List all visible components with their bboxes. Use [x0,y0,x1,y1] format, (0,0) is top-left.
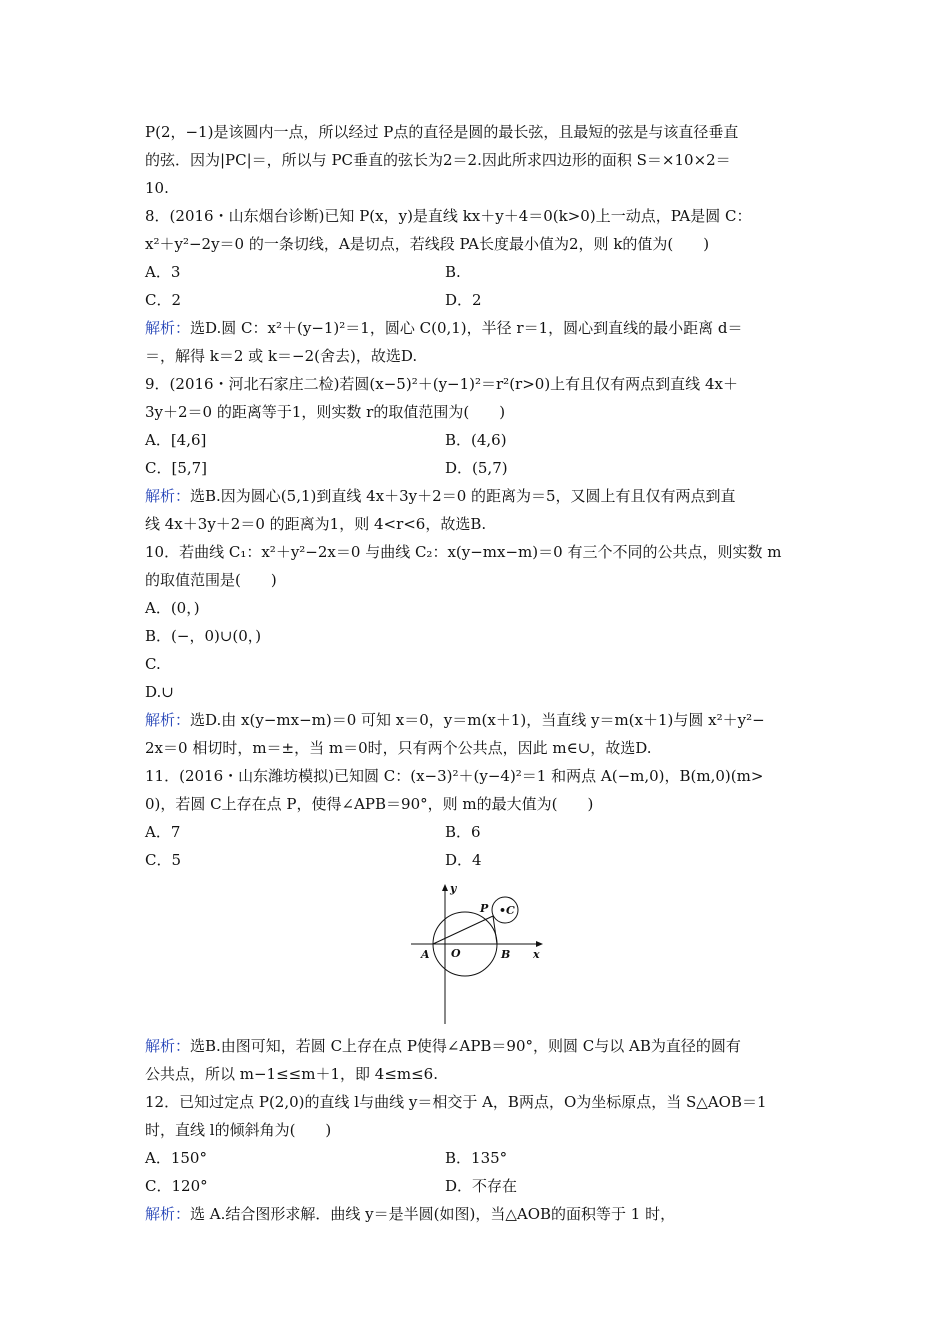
label-p: P [480,902,489,915]
option-c: C．5 [145,851,182,869]
solution-label: 解析： [145,1205,191,1223]
solution-label: 解析： [145,487,191,505]
option-row [145,286,817,314]
solution-text: 选 A.结合图形求解．曲线 y＝是半圆(如图)，当△AOB的面积等于 1 时， [190,1205,676,1223]
option-a: A．(0，) [145,599,200,617]
option-d: D．4 [445,851,482,869]
option-b: B．(4,6) [445,431,507,449]
circle-figure [145,880,817,1028]
question-stem: 11．(2016・山东潍坊模拟)已知圆 C：(x−3)²＋(y−4)²＝1 和两点 A(−m,0)，B(m,0)(m> [145,767,764,785]
option-d: D．不存在 [445,1177,518,1195]
option-d: D．(5,7) [445,459,508,477]
option-row [145,1172,817,1200]
solution-text: 选D.圆 C：x²＋(y−1)²＝1，圆心 C(0,1)，半径 r＝1，圆心到直线的最小距离 d＝ [190,319,743,337]
question-8 [145,202,817,370]
label-x: x [533,948,540,961]
solution-line [145,706,817,734]
question-9 [145,370,817,538]
solution-line: 线 4x＋3y＋2＝0 的距离为1，则 4<r<6，故选B. [145,515,487,533]
solution-line [145,482,817,510]
question-stem: 8．(2016・山东烟台诊断)已知 P(x，y)是直线 kx＋y＋4＝0(k>0)上一动点，PA是圆 C： [145,207,752,225]
option-c: C. [145,655,161,673]
solution-line [145,1032,817,1060]
question-stem: 时，直线 l的倾斜角为( ) [145,1121,332,1139]
question-11 [145,762,817,1088]
option-c: C．[5,7] [145,459,208,477]
question-stem: 10．若曲线 C₁：x²＋y²−2x＝0 与曲线 C₂：x(y−mx−m)＝0 有三个不同的公共点，则实数 m [145,543,782,561]
y-axis-arrow [442,884,448,891]
question-stem: 3y＋2＝0 的距离等于1，则实数 r的取值范围为( ) [145,403,506,421]
label-o: O [451,947,461,960]
option-b: B．6 [445,823,481,841]
option-a: A．7 [145,823,181,841]
solution-text: 选B.因为圆心(5,1)到直线 4x＋3y＋2＝0 的距离为＝5，又圆上有且仅有两点到直 [190,487,736,505]
question-12 [145,1088,817,1228]
solution-line: 公共点，所以 m−1≤≤m＋1，即 4≤m≤6. [145,1065,438,1083]
solution-line: 2x＝0 相切时，m＝±，当 m＝0时，只有两个公共点，因此 m∈∪，故选D. [145,739,652,757]
question-stem: x²＋y²−2y＝0 的一条切线，A是切点，若线段 PA长度最小值为2，则 k的值为( ) [145,235,710,253]
figure-svg [407,880,547,1028]
solution-label: 解析： [145,319,191,337]
option-row [145,426,817,454]
label-a: A [421,948,430,961]
solution-line [145,314,817,342]
label-b: B [501,948,511,961]
question-stem: 0)，若圆 C上存在点 P，使得∠APB＝90°，则 m的最大值为( ) [145,795,594,813]
question-10 [145,538,817,762]
solution-text: 选D.由 x(y−mx−m)＝0 可知 x＝0，y＝m(x＋1)，当直线 y＝m(x＋1)与圆 x²＋y²− [190,711,765,729]
option-d: D.∪ [145,683,174,701]
text-line: 10. [145,179,169,197]
x-axis-arrow [536,941,543,947]
label-c: •C [499,904,515,917]
option-row [145,846,817,874]
solution-label: 解析： [145,711,191,729]
option-row [145,1144,817,1172]
option-c: C．120° [145,1177,208,1195]
option-b: B．135° [445,1149,508,1167]
text-line: P(2，−1)是该圆内一点，所以经过 P点的直径是圆的最长弦，且最短的弦是与该直径垂直 [145,123,739,141]
option-row [145,454,817,482]
question-stem: 9．(2016・河北石家庄二检)若圆(x−5)²＋(y−1)²＝r²(r>0)上有且仅有两点到直线 4x＋ [145,375,738,393]
solution-text: 选B.由图可知，若圆 C上存在点 P使得∠APB＝90°，则圆 C与以 AB为直径的圆有 [190,1037,741,1055]
option-d: D．2 [445,291,482,309]
option-a: A．3 [145,263,181,281]
prev-solution-continuation [145,118,817,202]
question-stem: 12．已知过定点 P(2,0)的直线 l与曲线 y＝相交于 A，B两点，O为坐标原点，当 S△AOB＝1 [145,1093,767,1111]
solution-line: ＝，解得 k＝2 或 k＝−2(舍去)，故选D. [145,347,418,365]
option-b: B. [445,263,461,281]
text-line: 的弦．因为|PC|＝，所以与 PC垂直的弦长为2＝2.因此所求四边形的面积 S＝×10×2＝ [145,151,731,169]
segment-pa [433,916,493,944]
document-page [145,118,817,1228]
solution-label: 解析： [145,1037,191,1055]
option-a: A．[4,6] [145,431,207,449]
solution-line [145,1200,817,1228]
label-y: y [450,882,457,895]
option-c: C．2 [145,291,182,309]
option-row [145,818,817,846]
question-stem: 的取值范围是( ) [145,571,277,589]
option-a: A．150° [145,1149,207,1167]
option-row [145,258,817,286]
option-b: B．(−，0)∪(0，) [145,627,262,645]
